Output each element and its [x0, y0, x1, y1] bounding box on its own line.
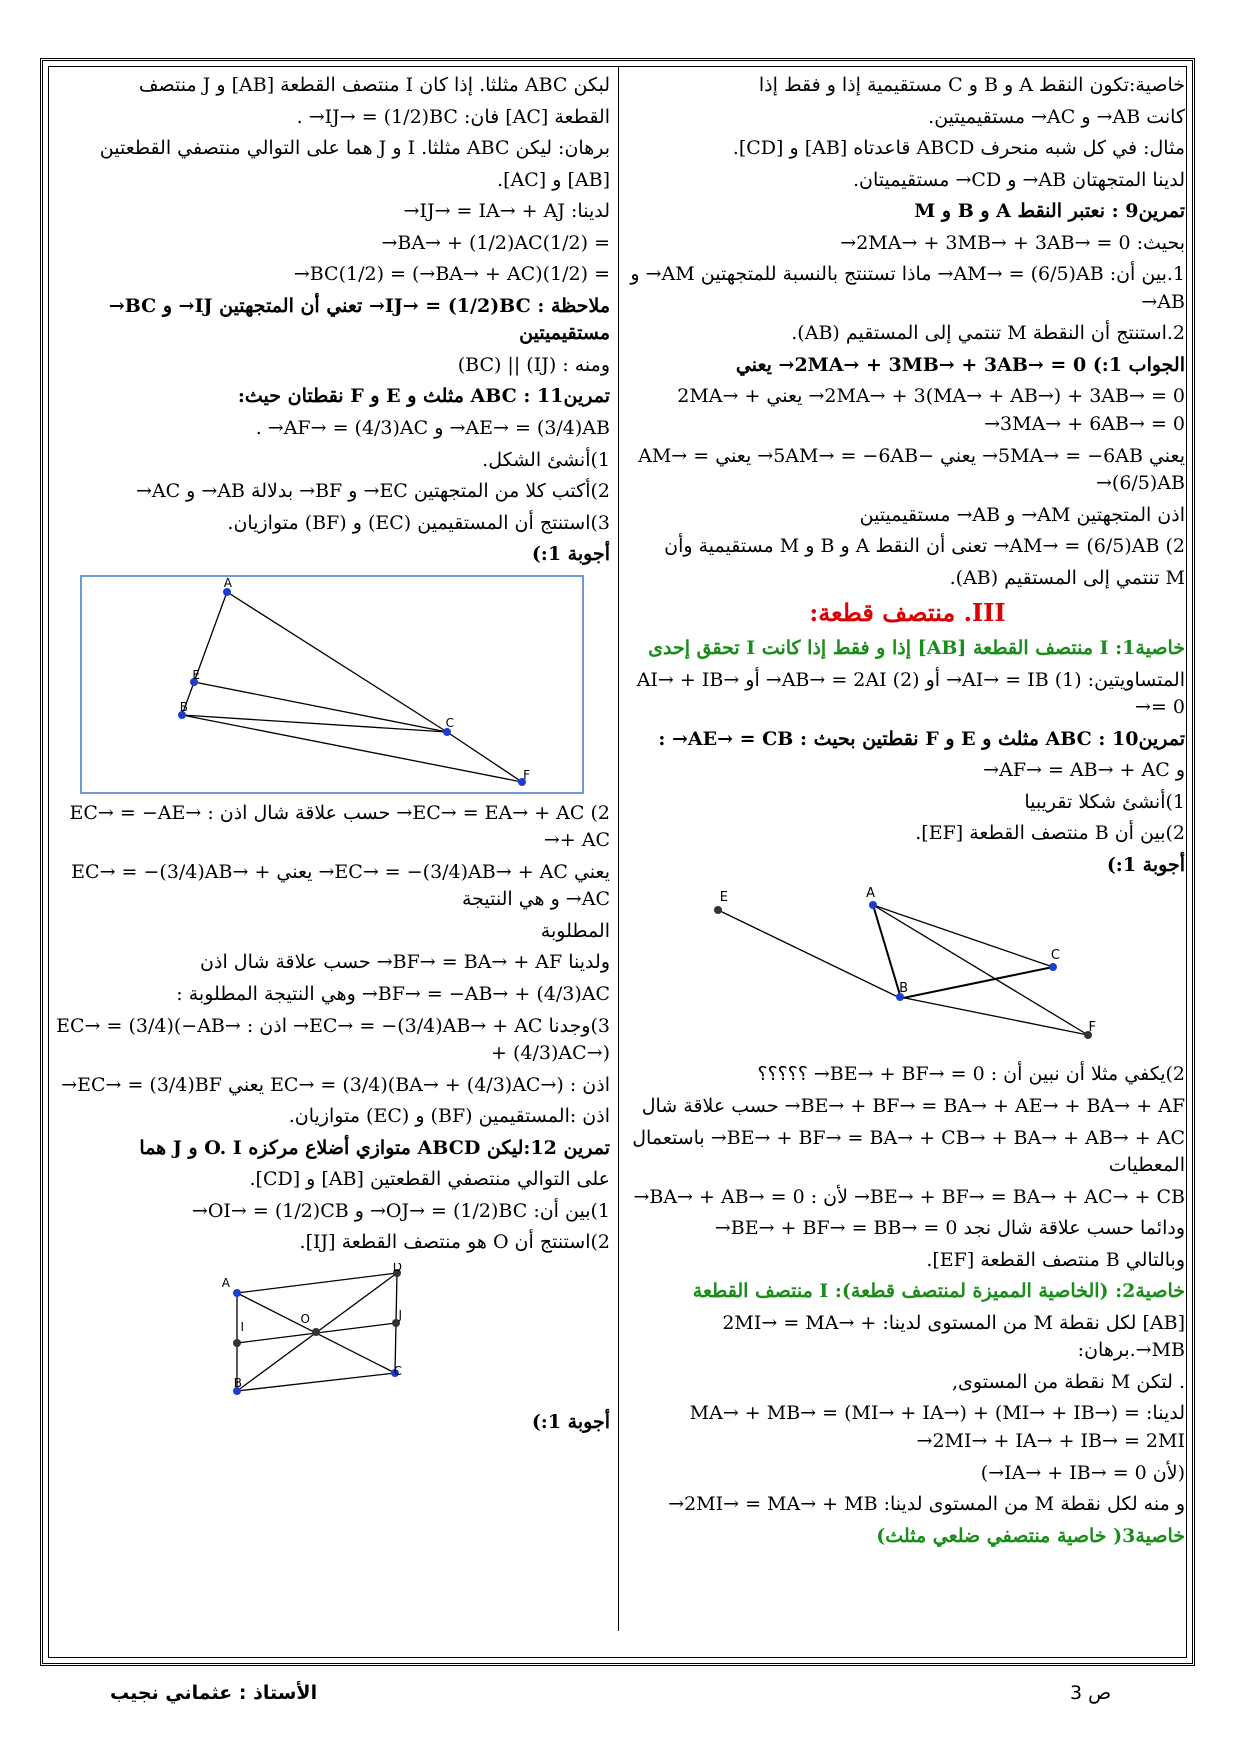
text-line: 2) AM→ = (6/5)AB→ تعنى أن النقط A و B و M مستقيمية وأن [664, 535, 1185, 558]
exercise-12-title: تمرين 12:ليكن ABCD متوازي أضلاع مركزه O. I و J هما [139, 1136, 610, 1159]
text-line: 2MA→ + 3(MA→ + AB→) + 3AB→ = 0→ يعني 2MA→ + 3MA→ + 6AB→ = 0→ [677, 385, 1185, 436]
text-line: ودائما حسب علاقة شال نجد BE→ + BF→ = BB→ = 0→ [714, 1217, 1185, 1240]
text-line: 2)يكفي مثلا أن نبين أن : BE→ + BF→ = 0→ ؟؟؟؟؟ [757, 1063, 1185, 1086]
remark: ملاحظة : IJ→ = (1/2)BC→ تعني أن المتجهتين IJ→ و BC→ مستقيميتين [108, 294, 610, 345]
text-line: [AB] لكل نقطة M من المستوى لدينا: 2MI→ = MA→ + MB→.برهان: [722, 1311, 1185, 1362]
point-label: B [233, 1375, 242, 1390]
exercise-10-q2: 2)بين أن B منتصف القطعة [EF]. [915, 822, 1185, 845]
text-line: كانت AB→ و AC→ مستقيميتين. [928, 105, 1185, 128]
text-line: وبالتالي B منتصف القطعة [EF]. [926, 1248, 1185, 1271]
left-column [54, 72, 610, 1441]
answers-title: أجوبة 1:) [531, 1410, 610, 1433]
text-line: 3)وجدنا EC→ = −(3/4)AB→ + AC→ اذن : EC→ = (3/4)(−AB→ + (4/3)AC→) [56, 1014, 610, 1065]
point-label: A [221, 1275, 230, 1290]
text-line: اذن : EC→ = (3/4)(BA→ + (4/3)AC→) يعني EC→ = (3/4)BF→ [61, 1073, 610, 1096]
text-line: AE→ = (3/4)AB→ و AF→ = (4/3)AC→ . [255, 417, 610, 440]
text-line: يعني EC→ = −(3/4)AB→ + AC→ يعني EC→ = −(3/4)AB→ + AC→ و هي النتيجة [71, 860, 610, 911]
point-label: E [719, 890, 728, 906]
exercise-9-q1: 1.بين أن: AM→ = (6/5)AB→ ماذا تستنتج بالنسبة للمتجهتين AM→ و AB→ [630, 263, 1185, 313]
text-line: (لأن IA→ + IB→ = 0→) [980, 1461, 1185, 1484]
text-line: = (1/2)BA→ + (1/2)AC→ [381, 231, 610, 254]
exercise-9-title: تمرين9 : نعتبر النقط A و B و M [914, 200, 1185, 223]
point-label: B [898, 981, 908, 997]
point-label: B [179, 699, 188, 714]
exercise-12-q2: 2)استنتج أن O هو منتصف القطعة [IJ]. [299, 1231, 610, 1254]
text-line: لدينا: MA→ + MB→ = (MI→ + IA→) + (MI→ + IB→) = 2MI→ + IA→ + IB→ = 2MI→ [689, 1402, 1185, 1453]
text-line: M تنتمي إلى المستقيم (AB). [949, 566, 1185, 589]
exercise-11-title: تمرين11 : ABC مثلث و E و F نقطتان حيث: [237, 385, 610, 408]
figure-exercise-12 [202, 1263, 462, 1403]
point-label: F [523, 767, 530, 782]
text-line: لدينا: IJ→ = IA→ + AJ→ [403, 200, 610, 223]
figure-exercise-10 [688, 885, 1128, 1055]
exercise-10-q1: 1)أنشئ شكلا تقريبيا [1024, 790, 1185, 813]
point-label: A [223, 575, 232, 590]
point-label: O [300, 1311, 310, 1326]
text-line: اذن :المستقيمين (BF) و (EC) متوازيان. [288, 1105, 610, 1128]
point-label: F [1088, 1020, 1096, 1036]
point-label: A [865, 886, 875, 902]
text-line: ولدينا BF→ = BA→ + AF→ حسب علاقة شال اذن [200, 951, 610, 974]
point-label: E [192, 667, 200, 682]
answers-title: أجوبة 1:) [1106, 853, 1185, 876]
text-line: لبكن ABC مثلثا. إذا كان I منتصف القطعة [AB] و J منتصف [138, 74, 610, 96]
footer-page-number: ص 3 [1070, 1682, 1112, 1704]
text-line: لدينا المتجهتان AB→ و CD→ مستقيميتان. [853, 168, 1185, 191]
answer-9-start: الجواب 1:) 2MA→ + 3MB→ + 3AB→ = 0→ يعني [735, 353, 1185, 376]
point-label: C [393, 1363, 402, 1378]
text-line: BE→ + BF→ = BA→ + CB→ + BA→ + AB→ + AC→ باستعمال المعطيات [632, 1126, 1185, 1177]
point-label: J [398, 1307, 402, 1322]
text-line: المطلوبة [540, 919, 610, 942]
text-line: و منه لكل نقطة M من المستوى لدينا: 2MI→ = MA→ + MB→ [668, 1493, 1185, 1516]
right-column [630, 72, 1185, 1554]
point-label: D [392, 1262, 402, 1274]
text-line: ومنه : (IJ) || (BC) [457, 353, 610, 376]
text-line: و AF→ = AB→ + AC→ [983, 759, 1185, 782]
column-divider [618, 66, 619, 1631]
exercise-12-q1: 1)بين أن: OJ→ = (1/2)BC→ و OI→ = (1/2)CB→ [191, 1199, 610, 1222]
figure-exercise-11 [80, 575, 584, 794]
point-label: C [1050, 948, 1060, 964]
text-line: = (1/2)(BA→ + AC→) = (1/2)BC→ [293, 263, 610, 286]
text-line: BF→ = −AB→ + (4/3)AC→ وهي النتيجة المطلوبة : [176, 983, 610, 1006]
property-2: خاصية2: (الخاصية المميزة لمنتصف قطعة): I منتصف القطعة [692, 1280, 1185, 1303]
exercise-11-q2: 2)أكتب كلا من المتجهتين EC→ و BF→ بدلالة AB→ و AC→ [135, 480, 610, 503]
text-line: بحيث: 2MA→ + 3MB→ + 3AB→ = 0→ [840, 231, 1185, 254]
text-line: 2) EC→ = EA→ + AC→ حسب علاقة شال اذن : EC→ = −AE→ + AC→ [69, 801, 610, 852]
text-line: يعني 5MA→ = −6AB→ يعني −5AM→ = −6AB→ يعني AM→ = (6/5)AB→ [638, 444, 1185, 495]
point-label: C [445, 715, 454, 730]
exercise-10-title: تمرين10 : ABC مثلث و E و F نقطتين بحيث : AE→ = CB→ : [658, 727, 1185, 750]
exercise-11-q1: 1)أنشئ الشكل. [482, 448, 610, 471]
answers-title: أجوبة 1:) [531, 543, 610, 566]
text-line: اذن المتجهتين AM→ و AB→ مستقيميتين [859, 503, 1185, 526]
exercise-11-q3: 3)استنتج أن المستقيمين (EC) و (BF) متوازيان. [227, 511, 610, 534]
point-label: I [240, 1319, 244, 1334]
text-line: BE→ + BF→ = BA→ + AC→ + CB→ لأن : BA→ + AB→ = 0→ [633, 1185, 1185, 1208]
text-line: BE→ + BF→ = BA→ + AE→ + BA→ + AF→ حسب علاقة شال [641, 1095, 1185, 1118]
text-line: على التوالي منتصفي القطعتين [AB] و [CD]. [249, 1168, 610, 1191]
property-3: خاصية3( خاصية منتصفي ضلعي مثلث) [876, 1524, 1185, 1547]
section-midpoint-title: III. منتصف قطعة: [809, 598, 1006, 628]
text-line: [AB] و [AC]. [497, 168, 610, 191]
property-1: خاصية1: I منتصف القطعة [AB] إذا و فقط إذا كانت I تحقق إحدى [648, 637, 1185, 660]
proof-start: برهان: ليكن ABC مثلثا. I و J هما على التوالي منتصفي القطعتين [99, 137, 610, 160]
text-line: المتساويتين: (1) AI→ = IB→ أو (2) AB→ = 2AI→ أو AI→ + IB→ = 0→ [636, 668, 1185, 719]
exercise-9-q2: 2.استنتج أن النقطة M تنتمي إلى المستقيم (AB). [791, 322, 1185, 345]
text-line: . لتكن M نقطة من المستوى, [952, 1370, 1185, 1393]
example-trapezoid: مثال: في كل شبه منحرف ABCD قاعدتاه [AB] و [CD]. [732, 137, 1185, 160]
property-collinear: خاصية:تكون النقط A و B و C مستقيمية إذا و فقط إذا [758, 74, 1185, 96]
footer-author: الأستاذ : عثماني نجيب [110, 1682, 318, 1704]
text-line: القطعة [AC] فان: IJ→ = (1/2)BC→ . [296, 105, 610, 128]
